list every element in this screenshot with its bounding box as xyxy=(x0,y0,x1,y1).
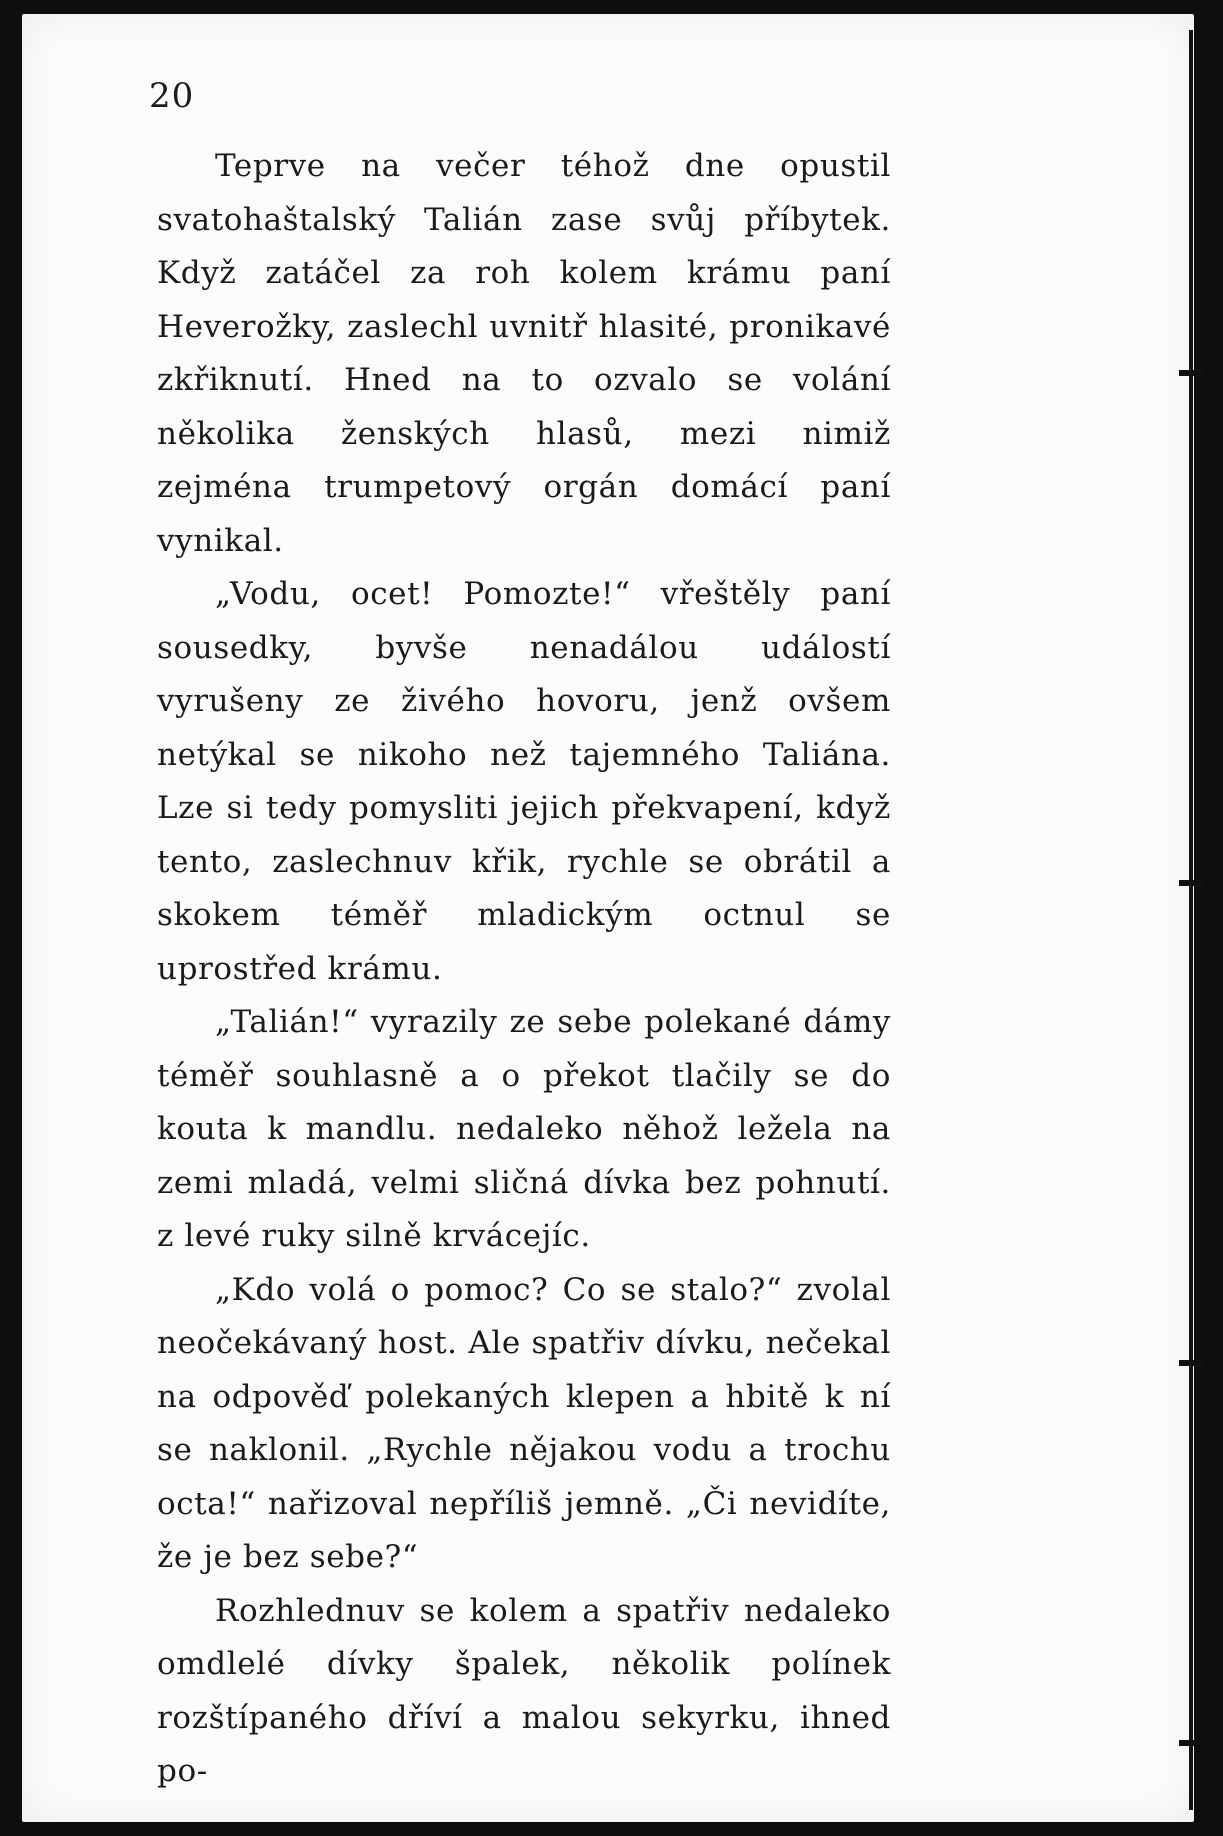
paragraph: Rozhlednuv se kolem a spatřiv nedaleko omdlelé dívky špalek, několik polínek rozštípaného dříví a malou sekyrku, ihned po- xyxy=(157,1592,891,1789)
paragraph: „Talián!“ vyrazily ze sebe polekané dámy téměř souhlasně a o překot tlačily se do kouta k mandlu. nedaleko něhož ležela na zemi mladá, velmi sličná dívka bez pohnutí. z levé ruky silně krvácejíc. xyxy=(157,1004,891,1254)
page-number: 20 xyxy=(149,76,195,116)
binding-rule xyxy=(1189,30,1193,1810)
binding-mark xyxy=(1179,1740,1205,1746)
body-text xyxy=(157,140,891,1799)
paragraph: „Kdo volá o pomoc? Co se stalo?“ zvolal neočekávaný host. Ale spatřiv dívku, nečekal na odpověď polekaných klepen a hbitě k ní se naklonil. „Rychle nějakou vodu a trochu octa!“ nařizoval nepříliš jemně. „Či nevidíte, že je bez sebe?“ xyxy=(157,1271,891,1575)
binding-edge xyxy=(1173,0,1213,1836)
binding-mark xyxy=(1179,370,1205,376)
binding-mark xyxy=(1179,880,1205,886)
book-page xyxy=(22,14,1194,1822)
paragraph: „Vodu, ocet! Pomozte!“ vřeštěly paní sousedky, byvše nenadálou událostí vyrušeny ze živého hovoru, jenž ovšem netýkal se nikoho než tajemného Taliána. Lze si tedy pomysliti jejich překvapení, když tento, zaslechnuv křik, rychle se obrátil a skokem téměř mladickým octnul se uprostřed krámu. xyxy=(157,576,891,987)
paragraph: Teprve na večer téhož dne opustil svatohaštalský Talián zase svůj příbytek. Když zatáčel za roh kolem krámu paní Heverožky, zaslechl uvnitř hlasité, pronikavé zkřiknutí. Hned na to ozvalo se volání několika ženských hlasů, mezi nimiž zejména trumpetový orgán domácí paní vynikal. xyxy=(157,148,891,559)
binding-mark xyxy=(1179,1360,1205,1366)
